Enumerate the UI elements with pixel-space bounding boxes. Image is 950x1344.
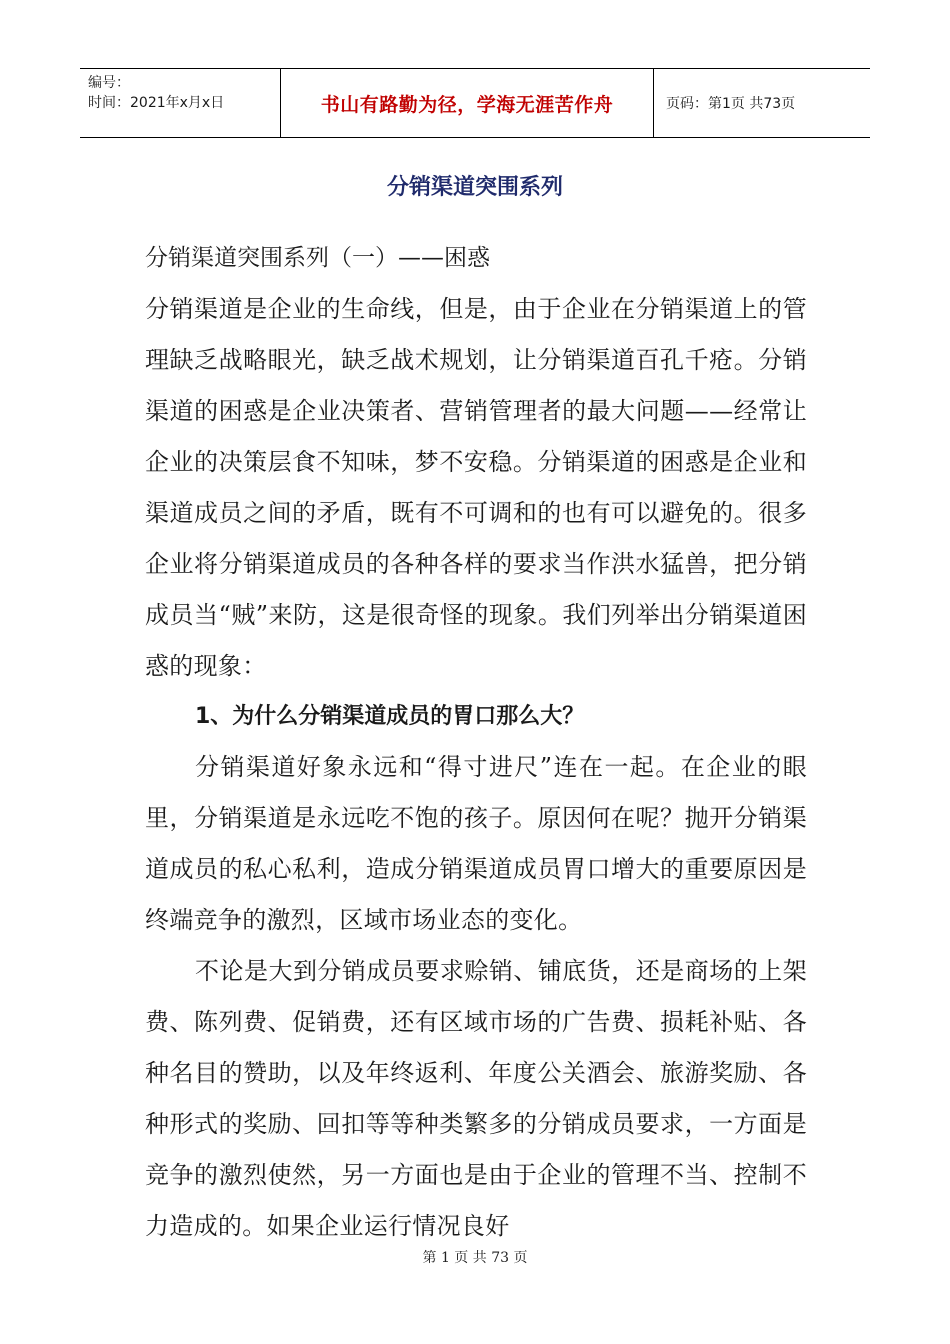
header-meta: [80, 69, 280, 137]
document-body: [145, 232, 807, 1252]
document-title: 分销渠道突围系列: [386, 175, 563, 200]
header-page-info: 页码：第1页 共73页: [666, 96, 796, 112]
page-header: [80, 68, 870, 138]
section-title: 分销渠道突围系列（一）——困惑: [145, 245, 490, 271]
paragraph-intro: 分销渠道是企业的生命线，但是，由于企业在分销渠道上的管理缺乏战略眼光，缺乏战术规划，让分销渠道百孔千疮。分销渠道的困惑是企业决策者、营销管理者的最大问题——经常让企业的决策层食不知味，梦不安稳。分销渠道的困惑是企业和渠道成员之间的矛盾，既有不可调和的也有可以避免的。很多企业将分销渠道成员的各种各样的要求当作洪水猛兽，把分销成员当“贼”来防，这是很奇怪的现象。我们列举出分销渠道困惑的现象：: [145, 295, 807, 680]
document-number-label: 编号：: [88, 75, 130, 91]
paragraph-requirements: 不论是大到分销成员要求赊销、铺底货，还是商场的上架费、陈列费、促销费，还有区域市场的广告费、损耗补贴、各种名目的赞助，以及年终返利、年度公关酒会、旅游奖励、各种形式的奖励、回扣等等种类繁多的分销成员要求，一方面是竞争的激烈使然，另一方面也是由于企业的管理不当、控制不力造成的。如果企业运行情况良好: [145, 957, 807, 1240]
header-motto: 书山有路勤为径，学海无涯苦作舟: [280, 69, 654, 137]
document-date: 时间：2021年x月x日: [88, 95, 225, 111]
page-footer: 第 1 页 共 73 页: [422, 1250, 528, 1266]
paragraph-appetite: 分销渠道好象永远和“得寸进尺”连在一起。在企业的眼里，分销渠道是永远吃不饱的孩子。原因何在呢？抛开分销渠道成员的私心私利，造成分销渠道成员胃口增大的重要原因是终端竞争的激烈，区域市场业态的变化。: [145, 753, 807, 934]
subheading-question-1: 1、为什么分销渠道成员的胃口那么大？: [195, 704, 585, 729]
